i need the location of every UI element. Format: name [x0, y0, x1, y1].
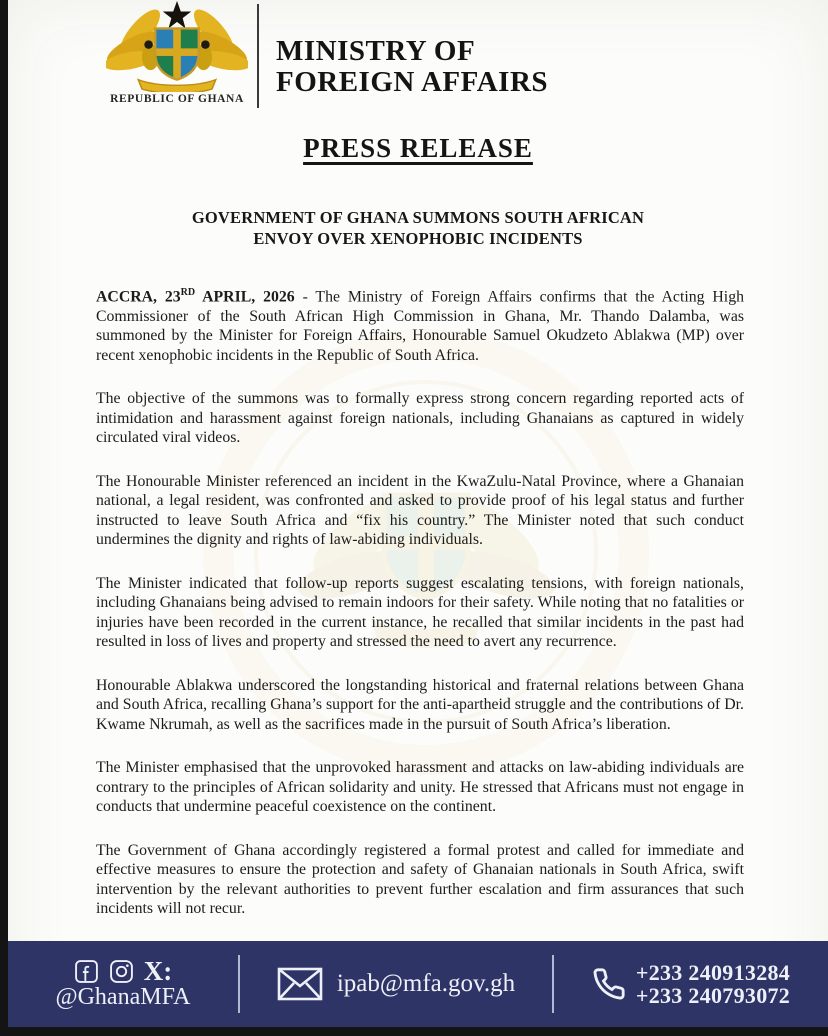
ministry-line2: FOREIGN AFFAIRS: [276, 66, 549, 98]
ghana-coat-of-arms-icon: [106, 0, 248, 92]
paragraph-6: The Minister emphasised that the unprovoked harassment and attacks on law-abiding individuals are contrary to the principles of African solidarity and unity. He stressed that Africans must not engage in conducts that undermine peaceful coexistence on the continent.: [96, 759, 744, 816]
phone-number-2: +233 240793072: [635, 983, 791, 1008]
footer-divider: [552, 955, 554, 1013]
republic-caption: REPUBLIC OF GHANA: [110, 93, 244, 105]
ministry-title: [276, 36, 548, 98]
email-block: [240, 967, 552, 1001]
paragraph-dateline: [96, 283, 744, 365]
press-release-title: PRESS RELEASE: [303, 133, 533, 163]
paragraph-3: The Honourable Minister referenced an incident in the KwaZulu-Natal Province, where a Ghanaian national, a legal resident, was confronted and asked to provide proof of his legal status and further instructed to leave South Africa and “fix his country.” The Minister noted that such conduct undermines the dignity and rights of law-abiding individuals.: [96, 472, 744, 549]
envelope-icon: [277, 967, 323, 1001]
subject-line2: ENVOY OVER XENOPHOBIC INCIDENTS: [253, 229, 583, 248]
social-block: [8, 958, 238, 1010]
dateline-city-day: ACCRA, 23: [96, 288, 181, 306]
phone-number-1: +233 240913284: [635, 960, 791, 985]
paragraph-5: Honourable Ablakwa underscored the longstanding historical and fraternal relations between Ghana and South Africa, recalling Ghana’s support for the anti-apartheid struggle and the contributions of Dr. Kwame Nkrumah, as well as the sacrifices made in the pursuit of South Africa’s liberation.: [96, 676, 744, 733]
paragraph-7: The Government of Ghana accordingly registered a formal protest and called for immediate and effective measures to ensure the protection and safety of Ghanaian nationals in South Africa, swift intervention by the relevant authorities to prevent further escalation and firm assurances that such incidents will not recur.: [96, 841, 744, 918]
paragraph-2: The objective of the summons was to formally express strong concern regarding reported acts of intimidation and harassment against foreign nationals, including Ghanaians as captured in widely circulated viral videos.: [96, 390, 744, 447]
email-address: ipab@mfa.gov.gh: [336, 970, 516, 997]
phone-numbers: [636, 961, 790, 1007]
facebook-icon: [74, 959, 99, 984]
ministry-line1: MINISTRY OF: [276, 35, 476, 67]
phone-block: [554, 961, 828, 1007]
contact-footer: [8, 941, 828, 1027]
header-divider: [257, 4, 259, 108]
x-platform-label: X:: [143, 956, 173, 986]
social-handle: @GhanaMFA: [55, 984, 191, 1010]
crest-block: [106, 0, 248, 105]
subject-line1: GOVERNMENT OF GHANA SUMMONS SOUTH AFRICAN: [191, 208, 645, 227]
letterhead: [8, 0, 828, 120]
footer-divider: [238, 955, 240, 1013]
body-copy: [96, 283, 744, 943]
instagram-icon: [109, 959, 134, 984]
dateline-rest: APRIL, 2026: [195, 288, 295, 306]
phone-icon: [592, 967, 626, 1001]
subject-heading: [8, 207, 828, 249]
dateline-ordinal: RD: [180, 287, 196, 298]
paragraph-4: The Minister indicated that follow-up reports suggest escalating tensions, with foreign nationals, including Ghanaians being advised to remain indoors for their safety. While noting that no fatalities or injuries have been recorded in the current instance, he recalled that similar incidents in the past had resulted in loss of lives and property and stressed the need to avert any recurrence.: [96, 574, 744, 651]
paragraph-1-text: - The Ministry of Foreign Affairs confirms that the Acting High Commissioner of the South African High Commission in Ghana, Mr. Thando Dalamba, was summoned by the Minister for Foreign Affairs, Honourable Samuel Okudzeto Ablakwa (MP) over recent xenophobic incidents in the Republic of South Africa.: [96, 288, 744, 364]
